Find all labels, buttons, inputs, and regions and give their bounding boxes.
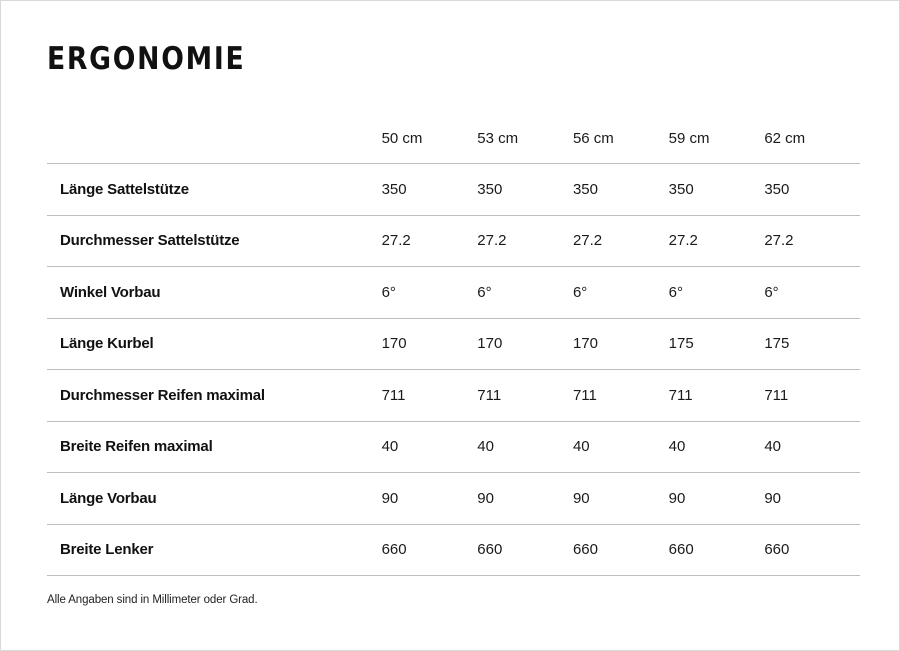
footnote: Alle Angaben sind in Millimeter oder Grad. bbox=[47, 594, 258, 606]
table-header-row bbox=[47, 113, 860, 164]
table-cell: 90 bbox=[381, 489, 399, 507]
page-title: ERGONOMIE bbox=[47, 41, 246, 77]
table-cell: 90 bbox=[477, 489, 494, 507]
table-cell: 27.2 bbox=[381, 232, 411, 250]
column-header: 56 cm bbox=[572, 129, 614, 147]
row-label: Länge Vorbau bbox=[60, 489, 157, 507]
row-label: Breite Reifen maximal bbox=[60, 438, 213, 456]
table-cell: 40 bbox=[572, 438, 590, 456]
table-cell: 350 bbox=[477, 180, 503, 198]
table-cell: 660 bbox=[764, 541, 790, 559]
row-label: Durchmesser Sattelstütze bbox=[60, 232, 240, 250]
table-cell: 711 bbox=[381, 386, 406, 404]
table-cell: 40 bbox=[381, 438, 399, 456]
table-row bbox=[47, 473, 860, 525]
column-header: 50 cm bbox=[381, 129, 423, 147]
table-cell: 660 bbox=[381, 541, 407, 559]
table-row bbox=[47, 525, 860, 577]
table-cell: 40 bbox=[764, 438, 782, 456]
table-cell: 711 bbox=[668, 386, 693, 404]
table-cell: 27.2 bbox=[764, 232, 794, 250]
table-cell: 6° bbox=[668, 283, 683, 301]
table-cell: 175 bbox=[668, 335, 694, 353]
table-cell: 40 bbox=[477, 438, 494, 456]
table-cell: 90 bbox=[668, 489, 686, 507]
table-cell: 6° bbox=[381, 283, 396, 301]
table-cell: 27.2 bbox=[477, 232, 507, 250]
table-cell: 40 bbox=[668, 438, 686, 456]
geometry-table bbox=[47, 113, 860, 576]
table-cell: 170 bbox=[381, 335, 407, 353]
column-header: 62 cm bbox=[764, 129, 806, 147]
row-label: Durchmesser Reifen maximal bbox=[60, 386, 265, 404]
table-cell: 6° bbox=[477, 283, 492, 301]
table-cell: 175 bbox=[764, 335, 790, 353]
table-cell: 27.2 bbox=[572, 232, 603, 250]
table-row bbox=[47, 370, 860, 422]
table-cell: 6° bbox=[764, 283, 779, 301]
table-cell: 711 bbox=[572, 386, 597, 404]
table-cell: 350 bbox=[572, 180, 598, 198]
column-header: 53 cm bbox=[477, 129, 519, 147]
row-label: Breite Lenker bbox=[60, 541, 154, 559]
table-cell: 90 bbox=[572, 489, 590, 507]
table-cell: 170 bbox=[477, 335, 503, 353]
table-cell: 660 bbox=[572, 541, 598, 559]
row-label: Länge Kurbel bbox=[60, 335, 154, 353]
table-row bbox=[47, 267, 860, 319]
table-cell: 27.2 bbox=[668, 232, 698, 250]
table-cell: 711 bbox=[764, 386, 789, 404]
table-cell: 170 bbox=[572, 335, 598, 353]
table-cell: 660 bbox=[477, 541, 503, 559]
table-cell: 6° bbox=[572, 283, 588, 301]
table-cell: 660 bbox=[668, 541, 694, 559]
table-cell: 350 bbox=[381, 180, 407, 198]
row-label: Länge Sattelstütze bbox=[60, 180, 189, 198]
table-cell: 711 bbox=[477, 386, 502, 404]
table-row bbox=[47, 422, 860, 474]
table-cell: 350 bbox=[764, 180, 790, 198]
table-row bbox=[47, 319, 860, 371]
table-cell: 350 bbox=[668, 180, 694, 198]
table-cell: 90 bbox=[764, 489, 782, 507]
table-row bbox=[47, 216, 860, 268]
row-label: Winkel Vorbau bbox=[60, 283, 161, 301]
column-header: 59 cm bbox=[668, 129, 710, 147]
table-row bbox=[47, 164, 860, 216]
